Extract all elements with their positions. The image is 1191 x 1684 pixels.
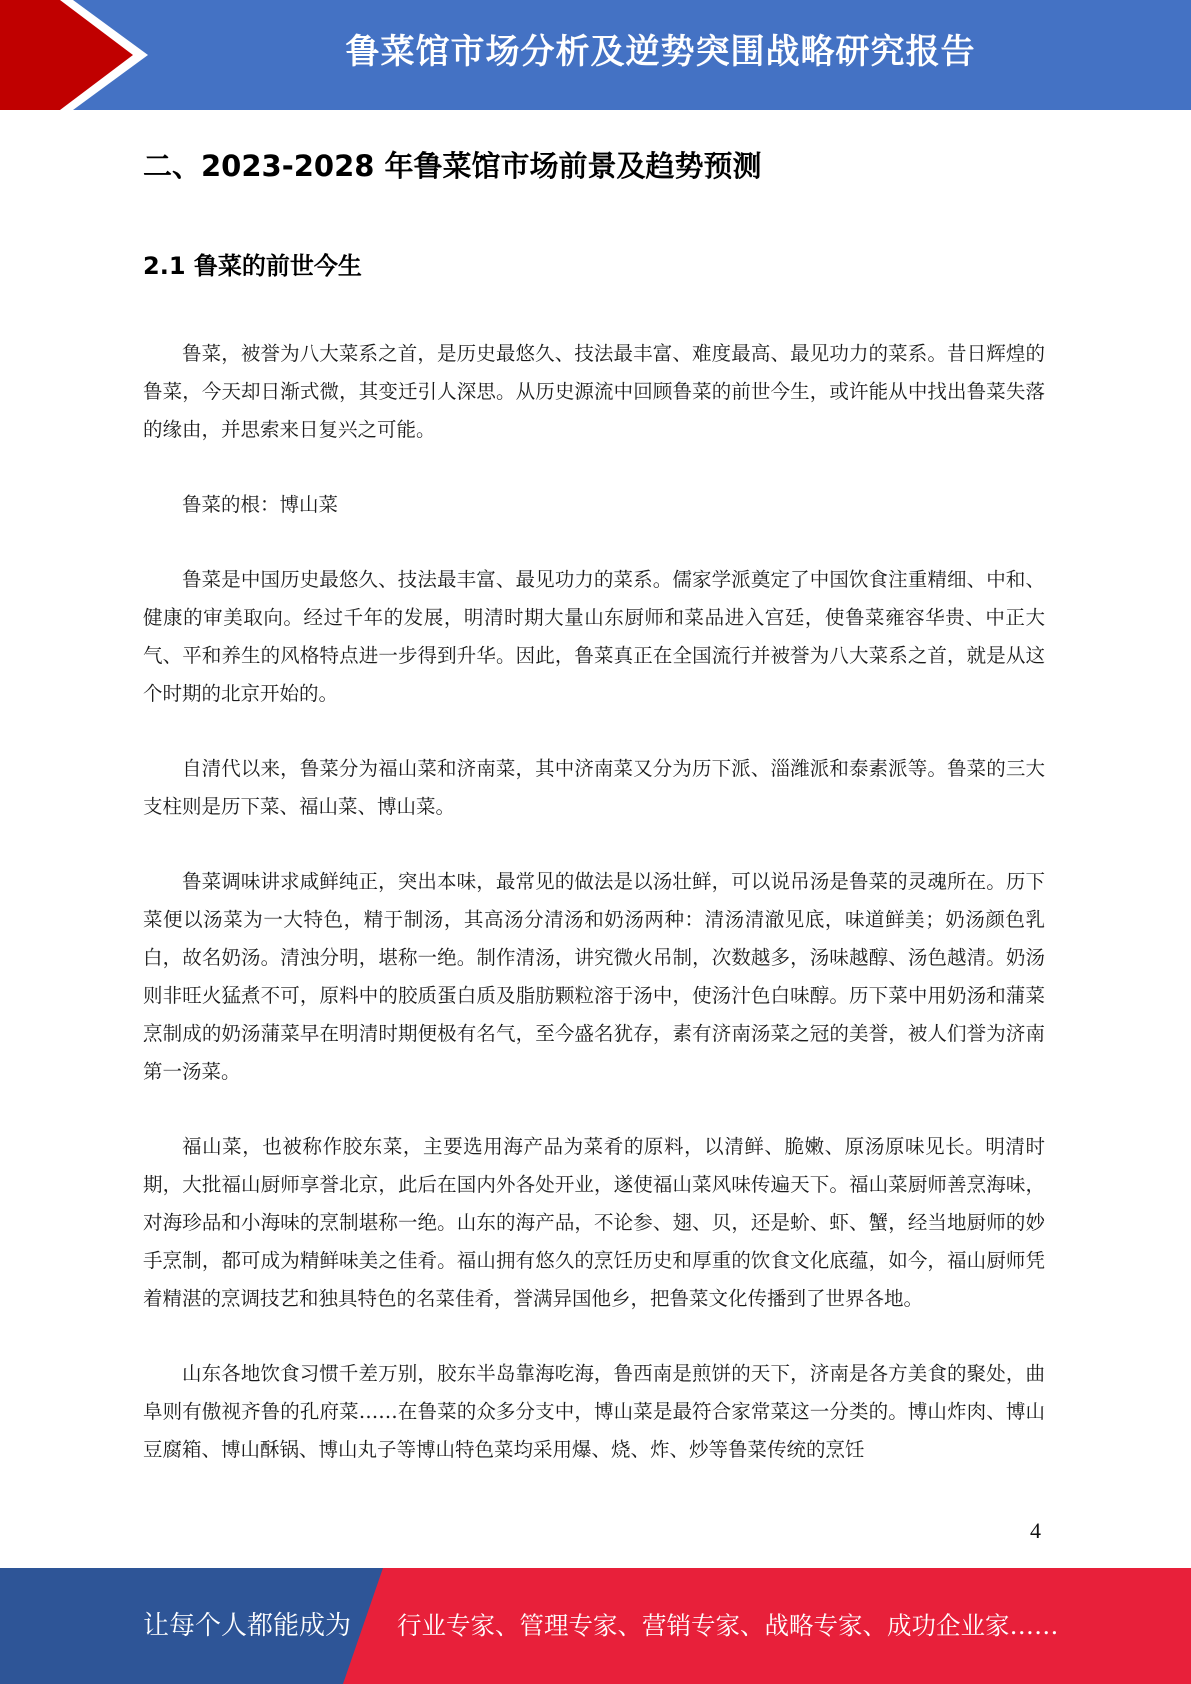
paragraph: 福山菜，也被称作胶东菜，主要选用海产品为菜肴的原料，以清鲜、脆嫩、原汤原味见长。明清时期，大批福山厨师享誉北京，此后在国内外各处开业，遂使福山菜风味传遍天下。福山菜厨师善烹海味，对海珍品和小海味的烹制堪称一绝。山东的海产品，不论参、翅、贝，还是蚧、虾、蟹，经当地厨师的妙手烹制，都可成为精鲜味美之佳肴。福山拥有悠久的烹饪历史和厚重的饮食文化底蕴，如今，福山厨师凭着精湛的烹调技艺和独具特色的名菜佳肴，誉满异国他乡，把鲁菜文化传播到了世界各地。 <box>143 1135 1045 1310</box>
paragraph: 鲁菜调味讲求咸鲜纯正，突出本味，最常见的做法是以汤壮鲜，可以说吊汤是鲁菜的灵魂所在。历下菜便以汤菜为一大特色，精于制汤，其高汤分清汤和奶汤两种：清汤清澈见底，味道鲜美；奶汤颜色乳白，故名奶汤。清浊分明，堪称一绝。制作清汤，讲究微火吊制，次数越多，汤味越醇、汤色越清。奶汤则非旺火猛煮不可，原料中的胶质蛋白质及脂肪颗粒溶于汤中，使汤汁色白味醇。历下菜中用奶汤和蒲菜烹制成的奶汤蒲菜早在明清时期便极有名气，至今盛名犹存，素有济南汤菜之冠的美誉，被人们誉为济南第一汤菜。 <box>143 870 1045 1083</box>
footer-slogan-right: 行业专家、管理专家、营销专家、战略专家、成功企业家…… <box>397 1611 1059 1640</box>
section-heading: 二、2023-2028 年鲁菜馆市场前景及趋势预测 <box>143 149 762 183</box>
footer-banner <box>0 1568 1191 1684</box>
paragraph: 山东各地饮食习惯千差万别，胶东半岛靠海吃海，鲁西南是煎饼的天下，济南是各方美食的聚处，曲阜则有傲视齐鲁的孔府菜……在鲁菜的众多分支中，博山菜是最符合家常菜这一分类的。博山炸肉、博山豆腐箱、博山酥锅、博山丸子等博山特色菜均采用爆、烧、炸、炒等鲁菜传统的烹饪 <box>143 1362 1045 1461</box>
paragraph: 鲁菜是中国历史最悠久、技法最丰富、最见功力的菜系。儒家学派奠定了中国饮食注重精细、中和、健康的审美取向。经过千年的发展，明清时期大量山东厨师和菜品进入宫廷，使鲁菜雍容华贵、中正大气、平和养生的风格特点进一步得到升华。因此，鲁菜真正在全国流行并被誉为八大菜系之首，就是从这个时期的北京开始的。 <box>143 568 1045 705</box>
paragraph: 自清代以来，鲁菜分为福山菜和济南菜，其中济南菜又分为历下派、淄潍派和泰素派等。鲁菜的三大支柱则是历下菜、福山菜、博山菜。 <box>143 757 1045 818</box>
report-title: 鲁菜馆市场分析及逆势突围战略研究报告 <box>345 32 976 72</box>
footer-slogan-left: 让每个人都能成为 <box>143 1611 352 1641</box>
subsection-heading: 2.1 鲁菜的前世今生 <box>143 252 362 280</box>
body-text <box>143 335 1045 1506</box>
page-number: 4 <box>1030 1518 1041 1543</box>
paragraph-subtitle: 鲁菜的根：博山菜 <box>182 493 339 516</box>
header-banner <box>0 0 1191 110</box>
paragraph: 鲁菜，被誉为八大菜系之首，是历史最悠久、技法最丰富、难度最高、最见功力的菜系。昔日辉煌的鲁菜，今天却日渐式微，其变迁引人深思。从历史源流中回顾鲁菜的前世今生，或许能从中找出鲁菜失落的缘由，并思索来日复兴之可能。 <box>143 342 1045 441</box>
